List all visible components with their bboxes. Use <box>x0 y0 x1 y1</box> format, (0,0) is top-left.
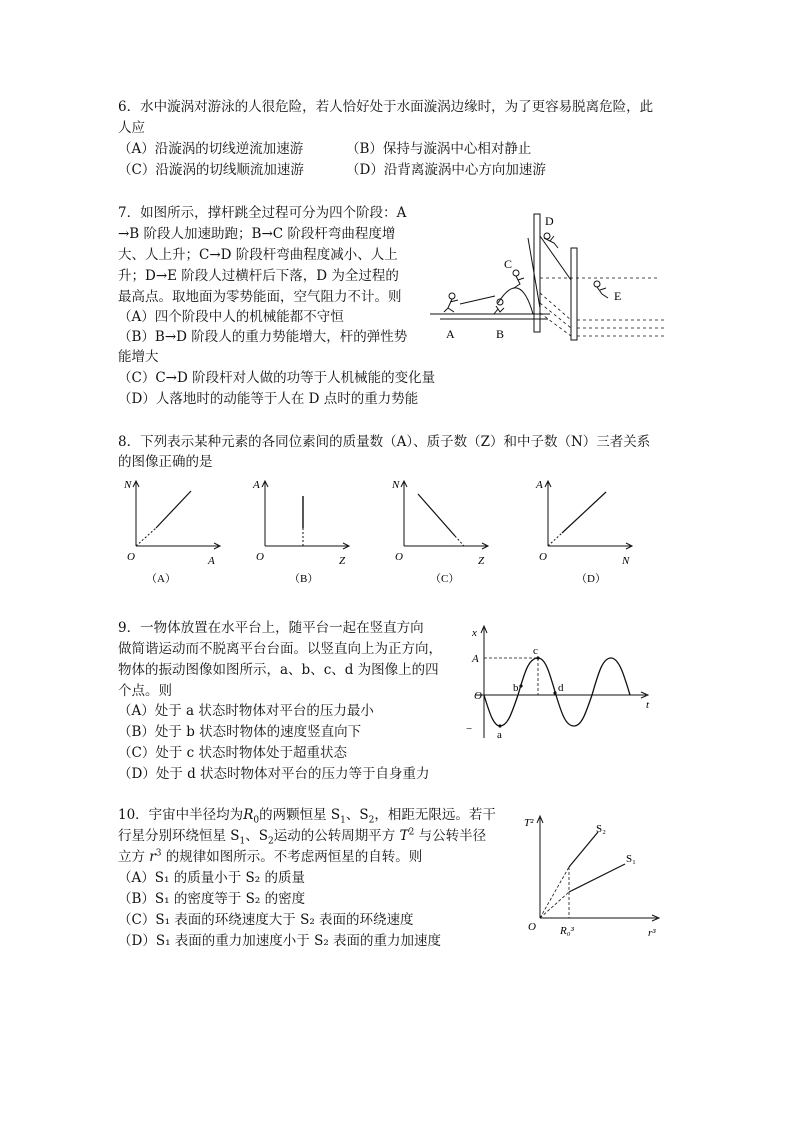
q8a-x-label: A <box>208 555 215 567</box>
q10-r-sup: 3 <box>155 848 162 859</box>
q8c-origin: O <box>395 551 403 563</box>
q10-line2-part4: 与公转半径 <box>418 828 487 844</box>
q7-option-b-line1: （B）B→D 阶段人的重力势能增大，杆的弹性势 <box>118 329 408 345</box>
q10-s1-label: S₁ <box>626 853 636 865</box>
q10-s1-sub-2: 1 <box>239 836 246 847</box>
q9-x-axis-label: x <box>472 627 477 639</box>
q10-r3-axis-label: r³ <box>648 927 656 939</box>
q7-option-a: （A）四个阶段中人的机械能都不守恒 <box>118 309 344 325</box>
q8d-caption: （D） <box>576 573 606 585</box>
fig-label-a: A <box>446 327 455 341</box>
q8c-caption: （C） <box>430 573 460 585</box>
q9-amp-label: A <box>472 653 479 665</box>
q7-line3: 大、人上升；C→D 阶段杆弯曲程度减小、人上 <box>118 247 398 263</box>
q10-r0-sub: 0 <box>253 815 260 826</box>
q8d-x-label: N <box>622 555 630 567</box>
q10-line1-part1: 10．宇宙中半径均为 <box>118 807 244 823</box>
kepler-graph <box>522 812 672 942</box>
q10-option-c: （C）S₁ 表面的环绕速度大于 S₂ 表面的环绕速度 <box>118 912 414 928</box>
q10-s2-sub: 2 <box>368 815 375 826</box>
q7-option-b-line2: 能增大 <box>118 349 159 365</box>
q8c-x-label: Z <box>478 555 485 567</box>
q9-point-d: d <box>558 682 564 694</box>
q10-option-a: （A）S₁ 的质量小于 S₂ 的质量 <box>118 870 305 886</box>
q10-t-symbol: T <box>399 828 409 844</box>
q10-line1-part3: 、S <box>345 807 369 823</box>
q10-line1-part2: 的两颗恒星 S <box>259 807 341 823</box>
q10-s1-sub: 1 <box>340 815 346 826</box>
q6-line1: 6．水中漩涡对游泳的人很危险，若人恰好处于水面漩涡边缘时，为了更容易脱离危险，此 <box>118 99 654 115</box>
q10-s2-sub-2: 2 <box>268 836 274 847</box>
q6-option-d: （D）沿背离漩涡中心方向加速游 <box>346 162 546 178</box>
q10-r03-label: R₀³ <box>560 925 574 937</box>
q7-option-c: （C）C→D 阶段杆对人做的功等于人机械能的变化量 <box>118 370 436 386</box>
q9-t-axis-label: t <box>646 699 650 711</box>
q10-line1 <box>118 805 496 825</box>
oscillation-graph <box>466 620 656 745</box>
q8-graph-a <box>124 478 224 588</box>
fig-label-e: E <box>614 289 622 303</box>
q10-option-b: （B）S₁ 的密度等于 S₂ 的密度 <box>118 891 306 907</box>
q9-line4: 个点。则 <box>118 683 172 699</box>
q9-neg-amp-label: − <box>466 723 473 735</box>
q6-option-c: （C）沿漩涡的切线顺流加速游 <box>118 162 304 178</box>
q7-line1: 7．如图所示，撑杆跳全过程可分为四个阶段：A <box>118 205 407 221</box>
q10-line3-part1: 立方 <box>118 849 145 865</box>
q9-point-b: b <box>513 682 519 694</box>
q7-line5: 最高点。取地面为零势能面，空气阻力不计。则 <box>118 289 402 305</box>
q10-line2 <box>118 826 486 846</box>
q10-line1-part4: ，相距无限远。若干 <box>374 807 496 823</box>
q6-line2: 人应 <box>118 120 145 136</box>
q7-option-d: （D）人落地时的动能等于人在 D 点时的重力势能 <box>118 391 419 407</box>
q8-line1: 8．下列表示某种元素的各同位素间的质量数（A）、质子数（Z）和中子数（N）三者关系 <box>118 434 651 450</box>
q10-r-symbol: r <box>149 849 156 865</box>
q8b-y-label: A <box>253 479 260 491</box>
q10-line2-part2: 、S <box>245 828 269 844</box>
q6-option-a: （A）沿漩涡的切线逆流加速游 <box>118 141 304 157</box>
q10-line2-part3: 运动的公转周期平方 <box>273 828 396 844</box>
pole-vault-figure <box>430 208 670 343</box>
fig-label-c: C <box>504 257 513 271</box>
q10-line3-part2: 的规律如图所示。不考虑两恒星的自转。则 <box>165 849 423 865</box>
q10-s2-label: S₂ <box>596 823 606 835</box>
q9-option-d: （D）处于 d 状态时物体对平台的压力等于自身重力 <box>118 766 430 782</box>
q8d-origin: O <box>539 551 547 563</box>
q8-line2: 的图像正确的是 <box>118 454 213 470</box>
q9-line1: 9．一物体放置在水平台上，随平台一起在竖直方向 <box>118 620 424 636</box>
q10-t2-axis-label: T² <box>524 817 534 829</box>
q8a-caption: （A） <box>146 573 176 585</box>
q8a-origin: O <box>127 551 135 563</box>
q8b-x-label: Z <box>339 555 346 567</box>
q9-origin: O <box>474 690 482 702</box>
q10-line2-part1: 行星分别环绕恒星 S <box>118 828 240 844</box>
q10-t-sup: 2 <box>408 827 415 838</box>
q8b-caption: （B） <box>289 573 319 585</box>
q9-line2: 做简谐运动而不脱离平台台面。以竖直向上为正方向， <box>118 641 442 657</box>
q9-option-b: （B）处于 b 状态时物体的速度竖直向下 <box>118 724 362 740</box>
q9-point-c: c <box>533 645 538 657</box>
q10-option-d: （D）S₁ 表面的重力加速度小于 S₂ 表面的重力加速度 <box>118 933 442 949</box>
q8b-origin: O <box>256 551 264 563</box>
q8a-y-label: N <box>124 479 132 491</box>
q10-origin: O <box>528 921 536 933</box>
fig-label-b: B <box>496 327 505 341</box>
q10-r0-symbol: R <box>243 807 254 823</box>
q8-graph-d <box>536 478 636 588</box>
q9-option-a: （A）处于 a 状态时物体对平台的压力最小 <box>118 703 374 719</box>
q8-graph-b <box>253 478 353 588</box>
q9-point-a: a <box>497 729 502 741</box>
q9-option-c: （C）处于 c 状态时物体处于超重状态 <box>118 745 347 761</box>
q7-line4: 升；D→E 阶段人过横杆后下落，D 为全过程的 <box>118 268 399 284</box>
q8c-y-label: N <box>392 479 400 491</box>
q10-line3 <box>118 847 422 867</box>
q6-option-b: （B）保持与漩涡中心相对静止 <box>346 141 532 157</box>
q9-line3: 物体的振动图像如图所示，a、b、c、d 为图像上的四 <box>118 662 439 678</box>
q7-line2: →B 阶段人加速助跑；B→C 阶段杆弯曲程度增 <box>118 226 396 242</box>
fig-label-d: D <box>545 214 554 228</box>
q8-graph-c <box>392 478 492 588</box>
q8d-y-label: A <box>536 479 543 491</box>
